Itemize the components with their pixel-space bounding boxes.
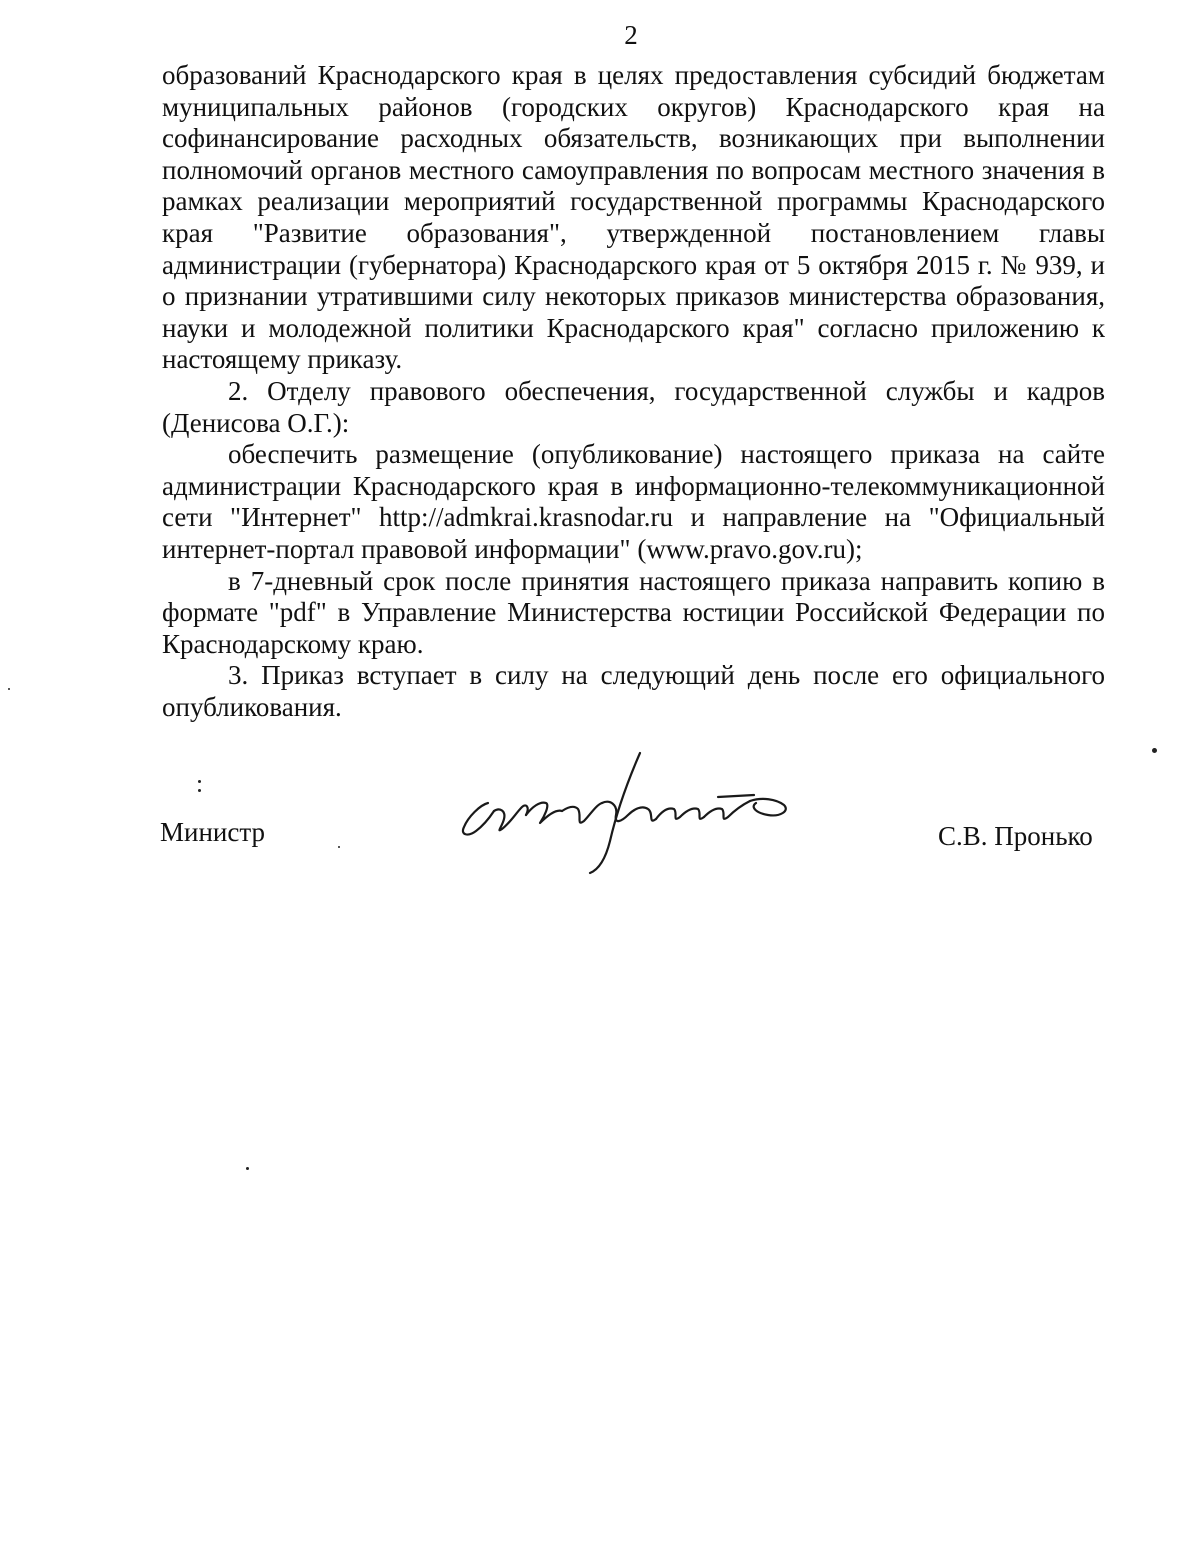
scan-speck bbox=[8, 688, 10, 690]
page-number: 2 bbox=[624, 20, 638, 50]
paragraph-item-2: 2. Отделу правового обеспечения, государственной службы и кадров (Денисова О.Г.): bbox=[162, 375, 1105, 438]
paragraph-item-2-copy: в 7-дневный срок после принятия настоящего приказа направить копию в формате "pdf" в Управление Министерства юстиции Российской Федерации по Краснодарскому краю. bbox=[162, 565, 1105, 659]
paragraph-item-2-publication: обеспечить размещение (опубликование) настоящего приказа на сайте администрации Краснодарского края в информационно-телекоммуникационной сети "Интернет" http://admkrai.krasnodar.ru и направление на "Официальный интернет-портал правовой информации" (www.pravo.gov.ru); bbox=[162, 439, 1105, 564]
paragraph-item-3: 3. Приказ вступает в силу на следующий день после его официального опубликования. bbox=[162, 660, 1105, 722]
handwritten-signature bbox=[450, 745, 830, 875]
scan-speck bbox=[198, 780, 201, 783]
scan-speck bbox=[246, 1167, 249, 1170]
signature-block bbox=[0, 745, 1200, 885]
scan-speck bbox=[1152, 748, 1157, 753]
signatory-title: Министр bbox=[160, 817, 265, 847]
scan-speck bbox=[198, 789, 201, 792]
signatory-name: С.В. Пронько bbox=[938, 821, 1093, 851]
document-body bbox=[162, 60, 1105, 723]
paragraph-continuation: образований Краснодарского края в целях предоставления субсидий бюджетам муниципальных районов (городских округов) Краснодарского края на софинансирование расходных обязательств, возникающих при выполнении полномочий органов местного самоуправления по вопросам местного значения в рамках реализации мероприятий государственной программы Краснодарского края "Развитие образования", утвержденной постановлением главы администрации (губернатора) Краснодарского края от 5 октября 2015 г. № 939, и о признании утратившими силу некоторых приказов министерства образования, науки и молодежной политики Краснодарского края" согласно приложению к настоящему приказу. bbox=[162, 60, 1105, 375]
scan-speck bbox=[338, 846, 340, 848]
